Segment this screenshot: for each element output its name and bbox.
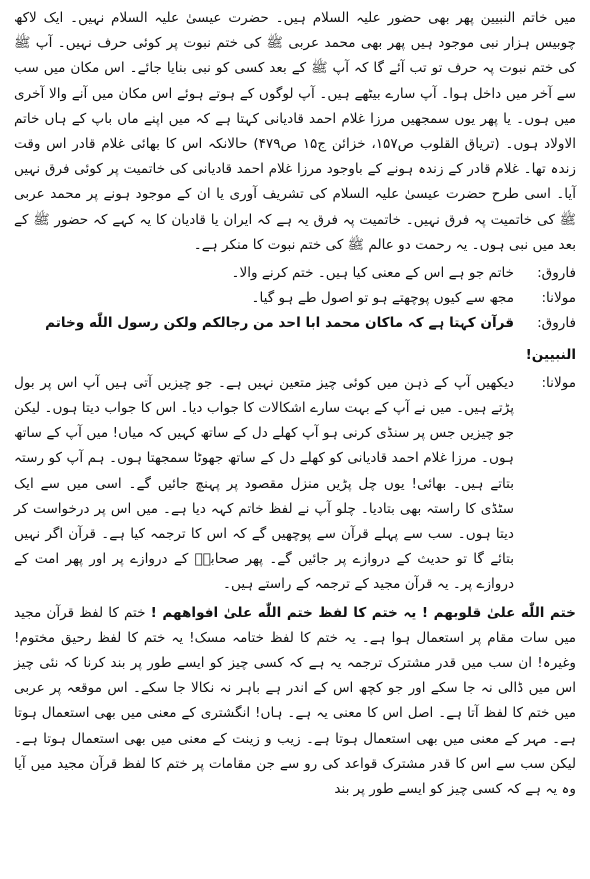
quran-verse-text: قرآن کہتا ہے کہ ماکان محمد ابا احد من رجالکم ولکن رسول اللّٰه وخاتم bbox=[45, 315, 514, 332]
quran-verse-inline: ختم اللّٰه علیٰ قلوبهم ! یہ ختم کا لفظ ختم اللّٰه علیٰ افواههم ! bbox=[150, 604, 576, 621]
speaker-label: فاروق: bbox=[537, 265, 576, 282]
paragraph-khatm-meaning bbox=[14, 601, 576, 803]
dialogue-line-farooq-1 bbox=[14, 261, 576, 286]
paragraph-khatam-nabiyyin: میں خاتم النبیین پھر بھی حضور علیہ السلام ہیں۔ حضرت عیسیٰ علیہ السلام نہیں۔ ایک لاکھ چوبیس ہزار نبی موجود ہیں پھر بھی محمد عربی ﷺ کی ختم نبوت پر کوئی حرف نہیں۔ آپ ﷺ کی ختم نبوت پہ حرف تو تب آئے گا کہ آپ ﷺ کے بعد کسی کو نبی بنایا جائے۔ اس مکان میں سب سے آخر میں داخل ہوا۔ آپ سارے بیٹھے ہیں۔ آپ لوگوں کے ہوتے ہوئے اس مکان میں آنے والا آخری میں ہوں۔ یا پھر یوں سمجھیں مرزا غلام احمد قادیانی کہتا ہے کہ میں اپنے ماں باپ کے ہاں خاتم الاولاد ہوں۔ (تریاق القلوب ص۱۵۷، خزائن ج۱۵ ص۴۷۹) حالانکہ اس کا بھائی غلام قادر اس وقت زندہ تھا۔ غلام قادر کے زندہ ہونے کے باوجود مرزا غلام احمد قادیانی کی خاتمیت پر کوئی فرق نہیں آیا۔ اسی طرح حضرت عیسیٰ علیہ السلام کی تشریف آوری یا ان کے موجود ہونے پر محمد عربی ﷺ کی خاتمیت پہ فرق نہیں۔ خاتمیت پہ فرق یہ ہے کہ ایران یا قادیان کا یہ کہے کہ حضور ﷺ کے بعد میں نبی ہوں۔ یہ رحمت دو عالم ﷺ کی ختم نبوت کا منکر ہے۔ bbox=[14, 10, 577, 253]
paragraph-body: ختم کا لفظ قرآن مجید میں سات مقام پر استعمال ہوا ہے۔ یہ ختم کا لفظ ختامہ مسک! یہ ختم کا لفظ رحیق مختوم! وغیرہ! ان سب میں قدر مشترک ترجمہ یہ ہے کہ کسی چیز کو ایسے طور پر بند کرنا کہ نئی چیز اس میں ڈالی نہ جا سکے اور جو کچھ اس کے اندر ہے باہر نہ نکالا جا سکے۔ اس موقعہ پر عربی میں ختم کا لفظ آتا ہے۔ اصل اس کا معنی یہ ہے۔ ہاں! انگشتری کے معنی میں بھی استعمال ہوتا ہے۔ مہر کے معنی میں بھی استعمال ہوتا ہے۔ زیب و زینت کے معنی میں بھی استعمال ہوتا ہے۔ لیکن سب سے اس کا قدر مشترک قواعد کی رو سے جن مقامات پر ختم کا لفظ قرآن مجید میں آیا وہ یہ ہے کہ کسی چیز کو ایسے طور پر بند bbox=[14, 604, 576, 798]
speech-text: مجھ سے کیوں پوچھتے ہو تو اصول طے ہو گیا۔ bbox=[251, 290, 514, 307]
speaker-label: مولانا: bbox=[541, 374, 576, 391]
speech-text: خاتم جو ہے اس کے معنی کیا ہیں۔ ختم کرنے والا۔ bbox=[231, 265, 514, 282]
dialogue-line-farooq-2 bbox=[14, 311, 576, 336]
dialogue-line-maulana-1 bbox=[14, 286, 576, 311]
speaker-label: مولانا: bbox=[541, 290, 576, 307]
maulana-answer bbox=[14, 371, 576, 598]
verse-continuation: النبیین! bbox=[525, 346, 576, 363]
speech-text: دیکھیں آپ کے ذہن میں کوئی چیز متعین نہیں ہے۔ جو چیزیں آتی ہیں آپ اس پر بول پڑتے ہیں۔ میں نے آپ کے بہت سارے اشکالات کا جواب دیا۔ اس کا جواب دیتا ہوں۔ لیکن جو چیزیں جس پر سنڈی کرنی ہو آپ کھلے دل کے ساتھ کہیں کہ میاں! میں آپ کے ساتھ ہوں۔ مرزا غلام احمد قادیانی کو کھلے دل کے ساتھ جھوٹا سمجھتا ہوں۔ ہم آپ کو رستہ بتاتے ہیں۔ بھائی! یوں چل پڑیں منزل مقصود پر پہنچ جائیں گے۔ اسی میں سے ایک سٹڈی کا راستہ بھی بتادیا۔ چلو آپ نے لفظ خاتم کہہ دیا ہے۔ میں اس پر درخواست کر دیتا ہوں۔ سب سے پہلے قرآن سے پوچھیں گے کہ اس کا ترجمہ کیا ہے۔ قرآن اگر نہیں بتائے گا تو حدیث کے دروازے پر جائیں گے۔ پھر صحابہؓ کے دروازے پر اور پھر امت کے دروازے پر۔ یہ قرآن مجید کے ترجمہ کے راستے ہیں۔ bbox=[14, 374, 514, 593]
speaker-label: فاروق: bbox=[537, 315, 576, 332]
